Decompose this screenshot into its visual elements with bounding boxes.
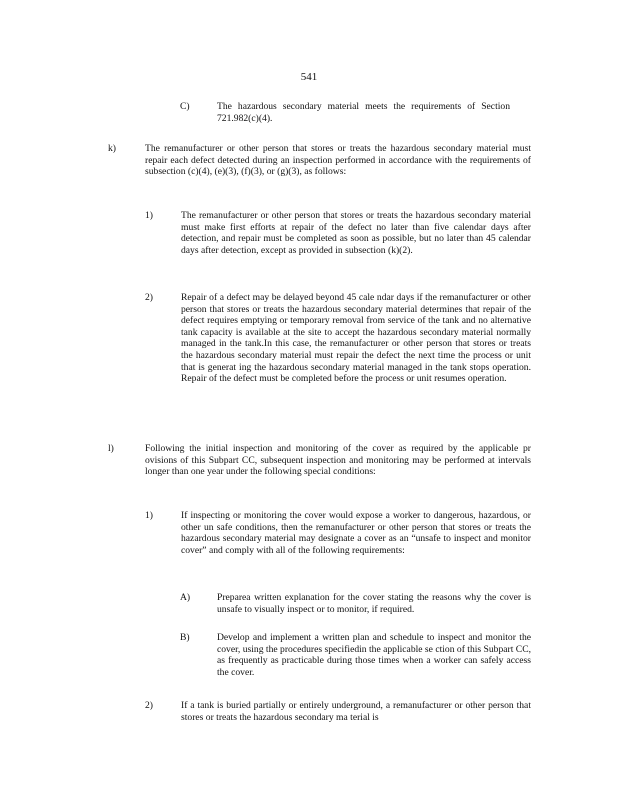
item-text-k1: The remanufacturer or other person that stores or treats the hazardous secondary material must make first efforts at repair of the defect no later than five calendar days after detection, and repair must be completed as soon as possible, but no later than 45 calendar days after detection, except as provided in subsection (k)(2).	[181, 210, 531, 256]
item-label-l: l)	[108, 443, 114, 454]
item-text-l1: If inspecting or monitoring the cover would expose a worker to dangerous, hazardous, or other un safe conditions, then the remanufacturer or other person that stores or treats the hazardous secondary material may designate a cover as an “unsafe to inspect and monitor cover” and comply with all of the following requirements:	[181, 510, 531, 556]
item-text-k: The remanufacturer or other person that stores or treats the hazardous secondary material must repair each defect detected during an inspection performed in accordance with the requirements of subsection (c)(4), (e)(3), (f)(3), or (g)(3), as follows:	[145, 143, 531, 178]
page-number: 541	[300, 71, 318, 83]
item-label-l2: 2)	[145, 700, 153, 711]
item-label-c3: C)	[180, 101, 190, 112]
item-text-l1a: Preparea written explanation for the cover stating the reasons why the cover is unsafe to visually inspect or to monitor, if required.	[217, 592, 531, 615]
item-text-l: Following the initial inspection and monitoring of the cover as required by the applicable pr ovisions of this Subpart CC, subsequent inspection and monitoring may be performed at intervals longer than one year under the following special conditions:	[145, 443, 531, 478]
item-label-l1b: B)	[180, 632, 190, 643]
item-label-k1: 1)	[145, 210, 153, 221]
item-text-c3: The hazardous secondary material meets the requirements of Section 721.982(c)(4).	[217, 101, 510, 124]
item-label-k2: 2)	[145, 292, 153, 303]
item-text-l2: If a tank is buried partially or entirely underground, a remanufacturer or other person that stores or treats the hazardous secondary ma terial is	[181, 700, 531, 723]
item-label-l1a: A)	[180, 592, 191, 603]
item-label-l1: 1)	[145, 510, 153, 521]
item-text-k2: Repair of a defect may be delayed beyond 45 cale ndar days if the remanufacturer or other person that stores or treats the hazardous secondary material determines that repair of the defect requires emptying or temporary removal from service of the tank and no alternative tank capacity is available at the site to accept the hazardous secondary material normally managed in the tank.In this case, the remanufacturer or other person that stores or treats the hazardous secondary material must repair the defect the next time the process or unit that is generat ing the hazardous secondary material managed in the tank stops operation. Repair of the defect must be completed before the process or unit resumes operation.	[181, 292, 531, 385]
item-label-k: k)	[108, 143, 116, 154]
item-text-l1b: Develop and implement a written plan and schedule to inspect and monitor the cover, using the procedures specifiedin the applicable se ction of this Subpart CC, as frequently as practicable during those times when a worker can safely access the cover.	[217, 632, 531, 678]
